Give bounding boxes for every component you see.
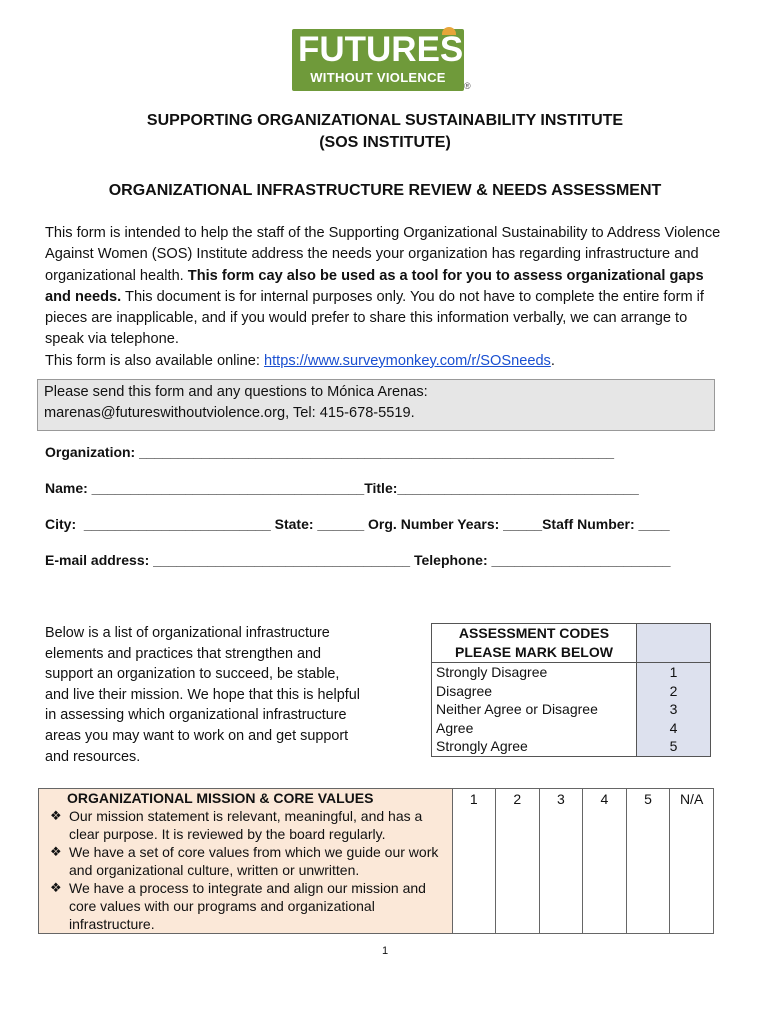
code-label: Disagree [436,682,493,699]
assessment-item [45,843,446,879]
code-label: Neither Agree or Disagree [436,701,598,718]
assessment-item [45,807,446,843]
document-title [0,110,770,154]
item-text: We have a set of core values from which we guide our work and organizational culture, written or unwritten. [69,844,439,878]
codes-labels [432,663,637,757]
rating-column-2[interactable]: 2 [496,789,540,934]
code-label: Strongly Agree [436,738,528,755]
notice-line2: marenas@futureswithoutviolence.org, Tel: 415-678-5519. [44,405,415,421]
code-label: Strongly Disagree [436,664,548,680]
mission-assessment-table [38,788,714,934]
section-cell [39,789,453,934]
online-suffix: . [550,352,555,369]
codes-header-blank [637,624,711,663]
code-value: 4 [669,719,678,736]
item-text: We have a process to integrate and align our mission and core values with our programs and organizational infrastructure. [69,880,426,932]
below-description: Below is a list of organizational infrastructure elements and practices that strengthen and support an organization to succeed, be stable, and live their mission. We hope that this is helpful in assessing which organizational infrastructure areas you may want to work on and get support and resources. [45,625,360,765]
item-text: Our mission statement is relevant, meaningful, and has a clear purpose. It is reviewed by the board regularly. [69,808,423,842]
title-line1: SUPPORTING ORGANIZATIONAL SUSTAINABILITY INSTITUTE [146,112,624,129]
section-title: ORGANIZATIONAL MISSION & CORE VALUES [67,790,374,806]
city-state-field[interactable]: City: ________________________ State: ______ Org. Number Years: _____Staff Number: ____ [45,516,670,532]
intro-paragraph [45,223,725,372]
code-value: 2 [669,682,678,699]
email-telephone-field[interactable]: E-mail address: _________________________________ Telephone: _______________________ [45,552,671,568]
page-number: 1 [381,945,389,957]
assessment-item [45,879,446,933]
futures-logo [292,27,472,93]
rating-column-na[interactable]: N/A [670,789,714,934]
organization-field[interactable]: Organization: _____________________________________________________________ [45,444,615,460]
rating-column-1[interactable]: 1 [452,789,496,934]
document-subtitle: ORGANIZATIONAL INFRASTRUCTURE REVIEW & NEEDS ASSESSMENT [108,182,662,199]
intro-bold-text: This form cay also be used as a tool for you to assess organizational gaps and needs. [45,267,704,305]
rating-column-4[interactable]: 4 [583,789,627,934]
contact-notice [37,379,715,431]
online-prefix: This form is also available online: [45,352,265,369]
rating-column-3[interactable]: 3 [539,789,583,934]
logo-brand: FUTURES [298,30,464,69]
codes-header-line2: PLEASE MARK BELOW [455,644,613,660]
intro-text-1: This form is intended to help the staff of the Supporting Organizational Sustainability to Address Violence Against Women (SOS) Institute address the needs your organization has regarding infrastructure and organizational health. [45,225,721,284]
logo-tagline: WITHOUT VIOLENCE [310,70,446,85]
rating-column-5[interactable]: 5 [626,789,670,934]
codes-header [432,624,637,663]
code-value: 1 [669,664,678,680]
code-value: 5 [669,738,678,755]
codes-values [637,663,711,757]
code-value: 3 [669,701,678,718]
intro-text-2: This document is for internal purposes only. You do not have to complete the entire form if pieces are inapplicable, and if you would prefer to share this information verbally, we can arrange to speak via telephone. [45,288,704,348]
name-title-field[interactable]: Name: ___________________________________Title:_______________________________ [45,480,639,496]
survey-link[interactable]: https://www.surveymonkey.com/r/SOSneeds [264,352,551,369]
diamond-bullet-icon: ❖ [50,844,62,859]
diamond-bullet-icon: ❖ [50,880,62,895]
assessment-codes-table [431,623,711,757]
code-label: Agree [436,719,474,736]
codes-header-line1: ASSESSMENT CODES [458,625,610,641]
registered-mark: ® [464,81,471,91]
diamond-bullet-icon: ❖ [50,808,62,823]
title-line2: (SOS INSTITUTE) [319,134,451,151]
notice-line1: Please send this form and any questions to Mónica Arenas: [44,384,428,400]
